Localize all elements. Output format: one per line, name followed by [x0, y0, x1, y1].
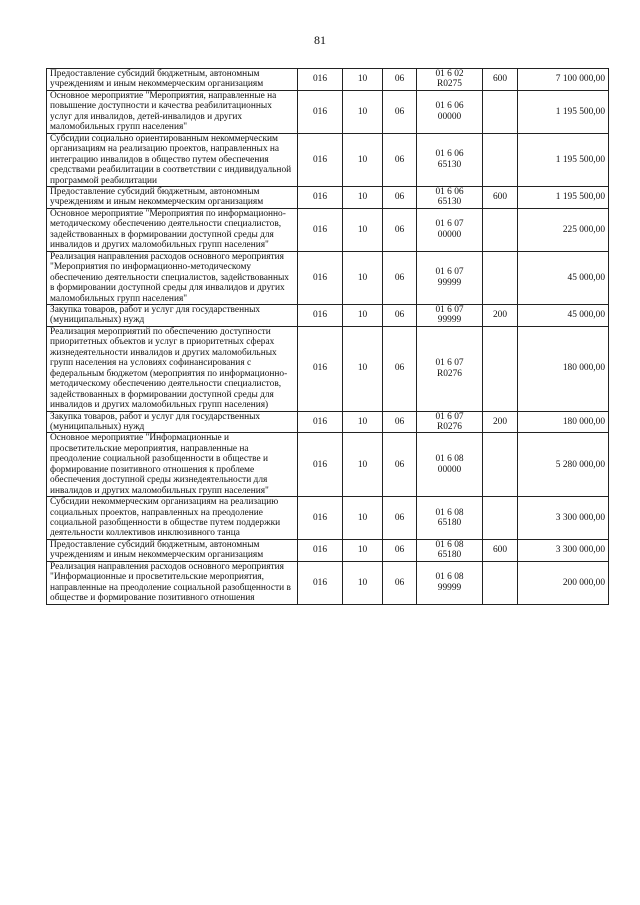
- expense-name-cell: Закупка товаров, работ и услуг для государственных (муниципальных) нужд: [47, 304, 298, 326]
- target-article-cell: [417, 133, 483, 186]
- section-code-cell: 10: [343, 326, 383, 411]
- target-code-line: 01 6 06: [435, 186, 464, 197]
- ministry-code-cell: 016: [298, 497, 343, 540]
- expense-name-cell: Предоставление субсидий бюджетным, автономным учреждениям и иным некоммерческим организациям: [47, 69, 298, 91]
- target-article-cell: [417, 539, 483, 561]
- expense-type-cell: 200: [483, 411, 518, 433]
- amount-cell: 5 280 000,00: [518, 433, 609, 497]
- target-article-cell: [417, 561, 483, 604]
- expense-type-cell: [483, 251, 518, 304]
- table-row: [47, 561, 609, 604]
- expense-name-cell: Предоставление субсидий бюджетным, автономным учреждениям и иным некоммерческим организациям: [47, 539, 298, 561]
- expense-type-cell: [483, 433, 518, 497]
- section-code-cell: 10: [343, 497, 383, 540]
- table-row: [47, 69, 609, 91]
- section-code-cell: 10: [343, 411, 383, 433]
- expense-type-cell: 200: [483, 304, 518, 326]
- ministry-code-cell: 016: [298, 561, 343, 604]
- section-code-cell: 10: [343, 90, 383, 133]
- amount-cell: 200 000,00: [518, 561, 609, 604]
- subsection-code-cell: 06: [383, 411, 417, 433]
- expense-name-cell: Реализация мероприятий по обеспечению доступности приоритетных объектов и услуг в приоритетных сферах жизнедеятельности инвалидов и других маломобильных групп населения на условиях софинансирования с федеральным бюджетом (мероприятия по информационно-методическому обеспечению деятельности специалистов, задействованных в формировании доступной среды для инвалидов и других маломобильных групп населения): [47, 326, 298, 411]
- target-code-line: 01 6 02: [435, 69, 464, 79]
- ministry-code-cell: 016: [298, 186, 343, 208]
- expense-name-cell: Основное мероприятие "Информационные и просветительские мероприятия, направленные на преодоление социальной разобщенности в обществе и формирование позитивного отношения к проблеме обеспечения доступной среды жизнедеятельности для инвалидов и других маломобильных групп населения": [47, 433, 298, 497]
- target-code-line: 00000: [437, 464, 462, 475]
- amount-cell: 180 000,00: [518, 326, 609, 411]
- table-row: [47, 497, 609, 540]
- target-code-line: 01 6 08: [435, 572, 464, 583]
- ministry-code-cell: 016: [298, 326, 343, 411]
- table-row: [47, 326, 609, 411]
- subsection-code-cell: 06: [383, 251, 417, 304]
- section-code-cell: 10: [343, 304, 383, 326]
- ministry-code-cell: 016: [298, 90, 343, 133]
- subsection-code-cell: 06: [383, 326, 417, 411]
- expense-name-cell: Предоставление субсидий бюджетным, автономным учреждениям и иным некоммерческим организациям: [47, 186, 298, 208]
- target-article-cell: [417, 497, 483, 540]
- target-code-line: 01 6 07: [435, 267, 464, 278]
- subsection-code-cell: 06: [383, 304, 417, 326]
- subsection-code-cell: 06: [383, 208, 417, 251]
- target-code-line: 01 6 07: [435, 304, 464, 315]
- target-article-cell: [417, 208, 483, 251]
- target-code-line: R0275: [436, 79, 462, 90]
- target-code-line: R0276: [436, 368, 462, 379]
- section-code-cell: 10: [343, 208, 383, 251]
- expense-type-cell: 600: [483, 539, 518, 561]
- target-code-line: 01 6 08: [435, 454, 464, 465]
- amount-cell: 180 000,00: [518, 411, 609, 433]
- target-code-line: 99999: [437, 315, 462, 326]
- ministry-code-cell: 016: [298, 539, 343, 561]
- table-row: [47, 90, 609, 133]
- table-row: [47, 251, 609, 304]
- table-row: [47, 411, 609, 433]
- target-code-line: 01 6 08: [435, 539, 464, 550]
- subsection-code-cell: 06: [383, 69, 417, 91]
- section-code-cell: 10: [343, 561, 383, 604]
- target-code-line: 65180: [437, 518, 462, 529]
- subsection-code-cell: 06: [383, 90, 417, 133]
- target-code-line: 01 6 08: [435, 507, 464, 518]
- target-code-line: 00000: [437, 111, 462, 122]
- expense-type-cell: [483, 133, 518, 186]
- expense-name-cell: Реализация направления расходов основного мероприятия "Мероприятия по информационно-методическому обеспечению деятельности специалистов, задействованных в формировании доступной среды для инвалидов и других маломобильных групп населения": [47, 251, 298, 304]
- target-code-line: 01 6 06: [435, 149, 464, 160]
- target-article-cell: [417, 251, 483, 304]
- section-code-cell: 10: [343, 433, 383, 497]
- subsection-code-cell: 06: [383, 539, 417, 561]
- amount-cell: 45 000,00: [518, 251, 609, 304]
- page-number: 81: [314, 33, 326, 47]
- budget-table-body: [47, 69, 609, 605]
- ministry-code-cell: 016: [298, 251, 343, 304]
- table-row: [47, 208, 609, 251]
- budget-table: [46, 68, 609, 605]
- target-code-line: 00000: [437, 229, 462, 240]
- target-article-cell: [417, 69, 483, 91]
- ministry-code-cell: 016: [298, 304, 343, 326]
- amount-cell: 1 195 500,00: [518, 133, 609, 186]
- expense-type-cell: 600: [483, 186, 518, 208]
- ministry-code-cell: 016: [298, 208, 343, 251]
- table-row: [47, 133, 609, 186]
- expense-type-cell: [483, 90, 518, 133]
- amount-cell: 1 195 500,00: [518, 186, 609, 208]
- section-code-cell: 10: [343, 539, 383, 561]
- target-code-line: 65180: [437, 550, 462, 561]
- section-code-cell: 10: [343, 251, 383, 304]
- target-article-cell: [417, 433, 483, 497]
- table-row: [47, 433, 609, 497]
- section-code-cell: 10: [343, 186, 383, 208]
- expense-name-cell: Основное мероприятие "Мероприятия по информационно-методическому обеспечению деятельности специалистов, задействованных в формировании доступной среды для инвалидов и других маломобильных групп населения": [47, 208, 298, 251]
- target-code-line: 65130: [437, 197, 462, 208]
- amount-cell: 7 100 000,00: [518, 69, 609, 91]
- subsection-code-cell: 06: [383, 433, 417, 497]
- target-code-line: 65130: [437, 159, 462, 170]
- expense-type-cell: [483, 326, 518, 411]
- expense-name-cell: Субсидии некоммерческим организациям на реализацию социальных проектов, направленных на преодоление социальной разобщенности в обществе путем поддержки деятельности коллективов инклюзивного танца: [47, 497, 298, 540]
- expense-type-cell: [483, 561, 518, 604]
- ministry-code-cell: 016: [298, 133, 343, 186]
- target-code-line: 01 6 07: [435, 358, 464, 369]
- target-code-line: 99999: [437, 582, 462, 593]
- section-code-cell: 10: [343, 133, 383, 186]
- amount-cell: 3 300 000,00: [518, 497, 609, 540]
- target-code-line: 99999: [437, 277, 462, 288]
- table-row: [47, 304, 609, 326]
- target-article-cell: [417, 326, 483, 411]
- target-code-line: 01 6 07: [435, 219, 464, 230]
- subsection-code-cell: 06: [383, 497, 417, 540]
- expense-type-cell: [483, 497, 518, 540]
- subsection-code-cell: 06: [383, 561, 417, 604]
- target-code-line: 01 6 06: [435, 101, 464, 112]
- ministry-code-cell: 016: [298, 411, 343, 433]
- target-code-line: R0276: [436, 421, 462, 432]
- expense-name-cell: Закупка товаров, работ и услуг для государственных (муниципальных) нужд: [47, 411, 298, 433]
- expense-type-cell: [483, 208, 518, 251]
- section-code-cell: 10: [343, 69, 383, 91]
- target-code-line: 01 6 07: [435, 411, 464, 422]
- expense-type-cell: 600: [483, 69, 518, 91]
- target-article-cell: [417, 186, 483, 208]
- table-row: [47, 186, 609, 208]
- amount-cell: 225 000,00: [518, 208, 609, 251]
- subsection-code-cell: 06: [383, 186, 417, 208]
- expense-name-cell: Основное мероприятие "Мероприятия, направленные на повышение доступности и качества реабилитационных услуг для инвалидов, детей-инвалидов и других маломобильных групп населения": [47, 90, 298, 133]
- subsection-code-cell: 06: [383, 133, 417, 186]
- expense-name-cell: Реализация направления расходов основного мероприятия "Информационные и просветительские мероприятия, направленные на преодоление социальной разобщенности в обществе и формирование позитивного отношения: [47, 561, 298, 604]
- target-article-cell: [417, 90, 483, 133]
- amount-cell: 1 195 500,00: [518, 90, 609, 133]
- table-row: [47, 539, 609, 561]
- target-article-cell: [417, 304, 483, 326]
- amount-cell: 45 000,00: [518, 304, 609, 326]
- target-article-cell: [417, 411, 483, 433]
- ministry-code-cell: 016: [298, 433, 343, 497]
- amount-cell: 3 300 000,00: [518, 539, 609, 561]
- expense-name-cell: Субсидии социально ориентированным некоммерческим организациям на реализацию проектов, направленных на интеграцию инвалидов в общество путем обеспечения средствами реабилитации в соответствии с индивидуальной программой реабилитации: [47, 133, 298, 186]
- ministry-code-cell: 016: [298, 69, 343, 91]
